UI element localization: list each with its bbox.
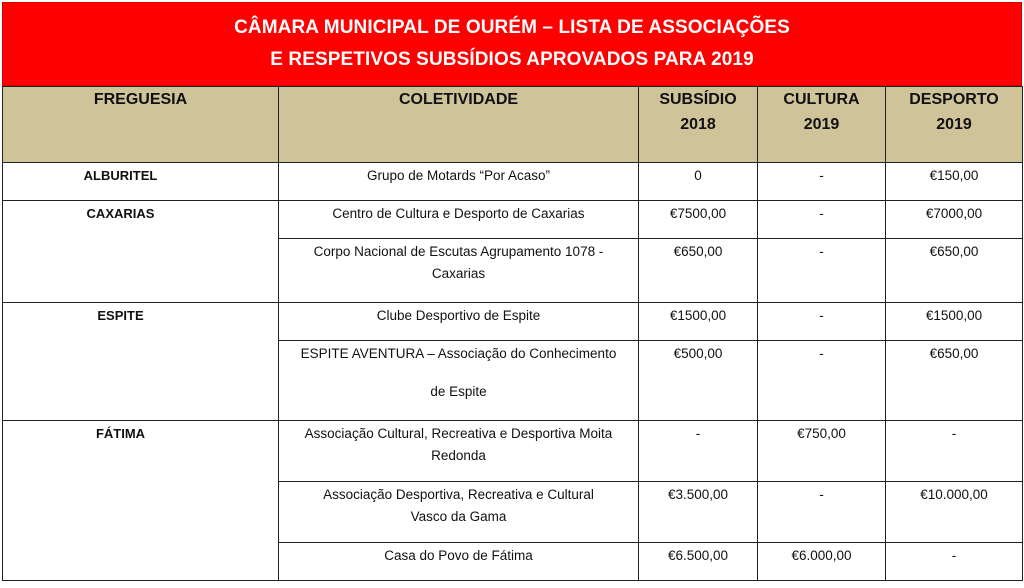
cultura-cell: - [758,341,886,421]
cultura-cell: - [758,239,886,303]
subsidio-cell: €7500,00 [639,201,758,239]
coletividade-cell: Associação Desportiva, Recreativa e Cultural Vasco da Gama [279,482,639,543]
table-row [3,163,1023,201]
cultura-cell: - [758,482,886,543]
desporto-cell: €150,00 [886,163,1023,201]
column-header-subsidio: SUBSÍDIO 2018 [639,87,758,163]
freguesia-cell: ESPITE [3,303,279,421]
coletividade-cell: Corpo Nacional de Escutas Agrupamento 1078 - Caxarias [279,239,639,303]
desporto-cell: €650,00 [886,239,1023,303]
coletividade-cell: ESPITE AVENTURA – Associação do Conhecimento de Espite [279,341,639,421]
desporto-cell: €650,00 [886,341,1023,421]
subsidio-cell: 0 [639,163,758,201]
subsidies-table [2,86,1023,581]
desporto-cell: €10.000,00 [886,482,1023,543]
table-header-row [3,87,1023,163]
subsidio-cell: €3.500,00 [639,482,758,543]
cultura-cell: - [758,163,886,201]
column-header-freguesia: FREGUESIA [3,87,279,163]
table-row [3,303,1023,341]
freguesia-cell: ALBURITEL [3,163,279,201]
subsidio-cell: €1500,00 [639,303,758,341]
table-row [3,421,1023,482]
desporto-cell: - [886,543,1023,581]
subsidio-cell: €6.500,00 [639,543,758,581]
cultura-cell: - [758,201,886,239]
column-header-cultura: CULTURA 2019 [758,87,886,163]
coletividade-cell: Associação Cultural, Recreativa e Desportiva Moita Redonda [279,421,639,482]
column-header-desporto: DESPORTO 2019 [886,87,1023,163]
freguesia-cell: CAXARIAS [3,201,279,303]
subsidio-cell: €500,00 [639,341,758,421]
freguesia-cell: FÁTIMA [3,421,279,581]
cultura-cell: €6.000,00 [758,543,886,581]
coletividade-cell: Casa do Povo de Fátima [279,543,639,581]
cultura-cell: €750,00 [758,421,886,482]
title-line-2: E RESPETIVOS SUBSÍDIOS APROVADOS PARA 2019 [270,49,754,70]
desporto-cell: €7000,00 [886,201,1023,239]
subsidio-cell: - [639,421,758,482]
title-banner [2,2,1022,86]
desporto-cell: - [886,421,1023,482]
subsidio-cell: €650,00 [639,239,758,303]
table-row [3,201,1023,239]
coletividade-cell: Grupo de Motards “Por Acaso” [279,163,639,201]
column-header-coletividade: COLETIVIDADE [279,87,639,163]
cultura-cell: - [758,303,886,341]
coletividade-cell: Clube Desportivo de Espite [279,303,639,341]
coletividade-cell: Centro de Cultura e Desporto de Caxarias [279,201,639,239]
desporto-cell: €1500,00 [886,303,1023,341]
title-line-1: CÂMARA MUNICIPAL DE OURÉM – LISTA DE ASSOCIAÇÕES [234,17,790,38]
